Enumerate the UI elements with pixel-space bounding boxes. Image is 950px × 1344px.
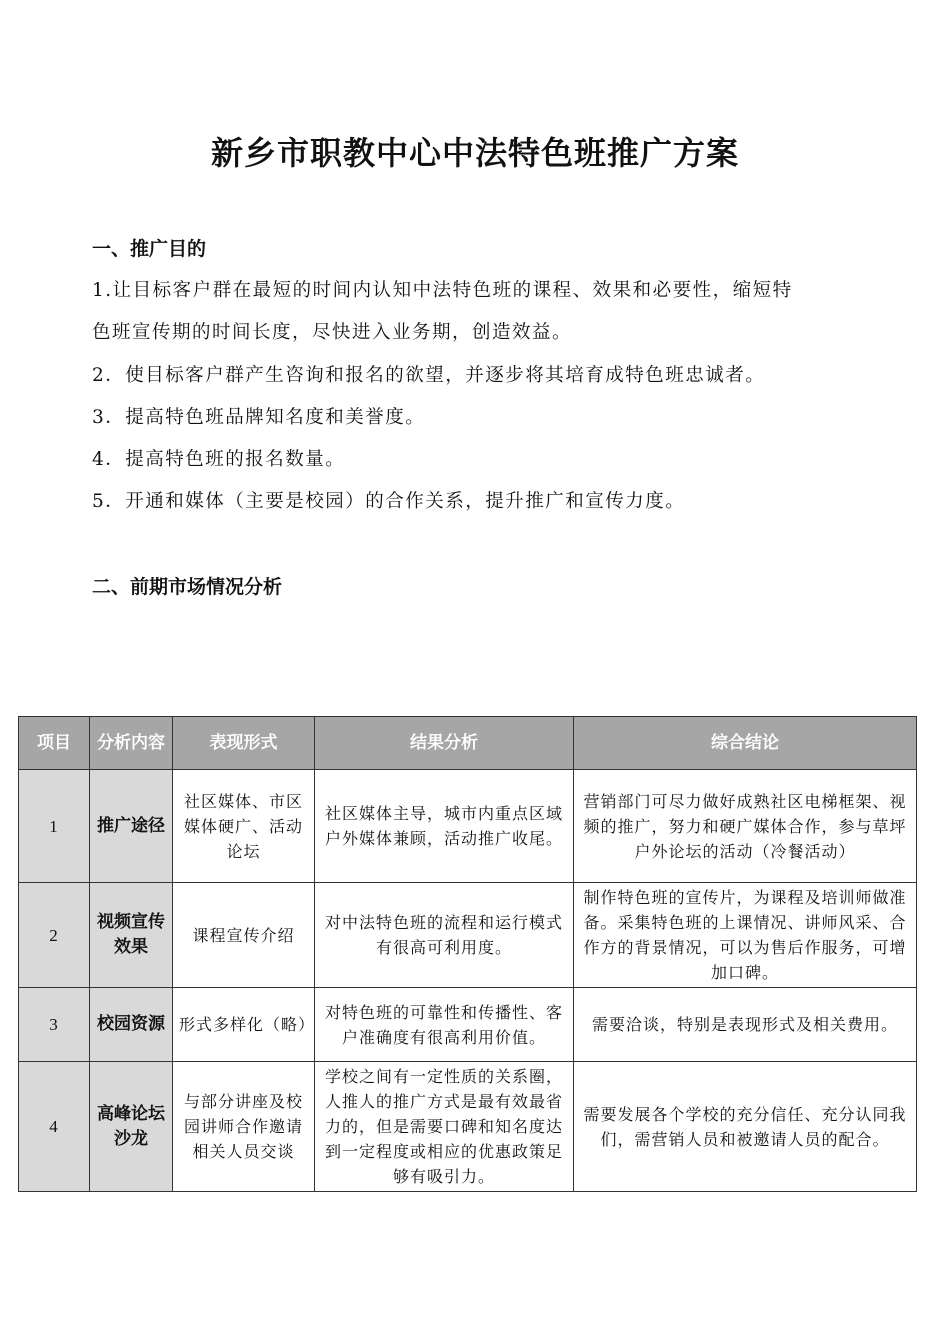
header-content: 分析内容	[90, 717, 173, 770]
purpose-line-3: 3．提高特色班品牌知名度和美誉度。	[92, 407, 426, 428]
row-item: 高峰论坛沙龙	[90, 1062, 173, 1192]
section-heading-market: 二、前期市场情况分析	[92, 576, 283, 598]
row-item: 推广途径	[90, 770, 173, 883]
market-analysis-table	[18, 716, 917, 1192]
row-result: 社区媒体主导，城市内重点区域户外媒体兼顾，活动推广收尾。	[315, 770, 574, 883]
row-conclusion: 制作特色班的宣传片，为课程及培训师做准备。采集特色班的上课情况、讲师风采、合作方的背景情况，可以为售后作服务，可增加口碑。	[574, 883, 917, 988]
purpose-line-4: 4．提高特色班的报名数量。	[92, 449, 346, 470]
row-form: 社区媒体、市区媒体硬广、活动论坛	[173, 770, 315, 883]
table-header-row	[19, 717, 917, 770]
purpose-line-1: 1.让目标客户群在最短的时间内认知中法特色班的课程、效果和必要性，缩短特	[92, 280, 793, 301]
row-number: 4	[19, 1062, 90, 1192]
row-item: 校园资源	[90, 988, 173, 1062]
row-number: 3	[19, 988, 90, 1062]
header-result: 结果分析	[315, 717, 574, 770]
row-result: 对特色班的可靠性和传播性、客户准确度有很高利用价值。	[315, 988, 574, 1062]
section-heading-purpose: 一、推广目的	[92, 238, 207, 260]
row-form: 与部分讲座及校园讲师合作邀请相关人员交谈	[173, 1062, 315, 1192]
header-conclusion: 综合结论	[574, 717, 917, 770]
row-form: 课程宣传介绍	[173, 883, 315, 988]
purpose-line-1-cont: 色班宣传期的时间长度，尽快进入业务期，创造效益。	[92, 322, 573, 343]
purpose-line-5: 5．开通和媒体（主要是校园）的合作关系，提升推广和宣传力度。	[92, 491, 686, 512]
row-conclusion: 营销部门可尽力做好成熟社区电梯框架、视频的推广，努力和硬广媒体合作，参与草坪户外论坛的活动（冷餐活动）	[574, 770, 917, 883]
purpose-line-2: 2．使目标客户群产生咨询和报名的欲望，并逐步将其培育成特色班忠诚者。	[92, 365, 766, 386]
row-result: 学校之间有一定性质的关系圈，人推人的推广方式是最有效最省力的，但是需要口碑和知名度达到一定程度或相应的优惠政策足够有吸引力。	[315, 1062, 574, 1192]
table-row	[19, 1062, 917, 1192]
row-number: 2	[19, 883, 90, 988]
row-number: 1	[19, 770, 90, 883]
header-item: 项目	[19, 717, 90, 770]
header-form: 表现形式	[173, 717, 315, 770]
table-row	[19, 770, 917, 883]
table-row	[19, 883, 917, 988]
row-conclusion: 需要洽谈，特别是表现形式及相关费用。	[574, 988, 917, 1062]
row-result: 对中法特色班的流程和运行模式有很高可利用度。	[315, 883, 574, 988]
page-title: 新乡市职教中心中法特色班推广方案	[210, 134, 739, 172]
table-row	[19, 988, 917, 1062]
row-form: 形式多样化（略）	[173, 988, 315, 1062]
row-conclusion: 需要发展各个学校的充分信任、充分认同我们，需营销人员和被邀请人员的配合。	[574, 1062, 917, 1192]
row-item: 视频宣传效果	[90, 883, 173, 988]
